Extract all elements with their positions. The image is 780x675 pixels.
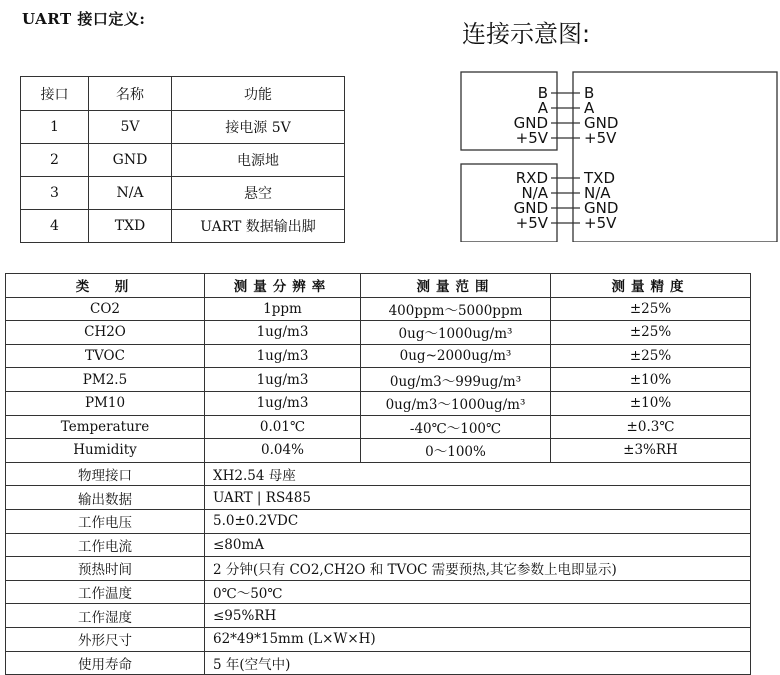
cell-category: PM2.5 [6, 368, 205, 392]
property-name: 物理接口 [6, 462, 205, 486]
pin-label: A [584, 99, 595, 117]
table-row [6, 391, 751, 415]
cell-range: -40℃～100℃ [361, 415, 551, 439]
table-row [6, 439, 751, 463]
cell-resolution: 1ppm [205, 297, 361, 321]
property-value: 62*49*15mm (L×W×H) [205, 627, 751, 651]
property-value: XH2.54 母座 [205, 462, 751, 486]
cell-accuracy: ±3%RH [551, 439, 751, 463]
property-value: 0℃～50℃ [205, 580, 751, 604]
col-header-resolution: 测量分辨率 [205, 274, 361, 298]
cell-function: UART 数据输出脚 [172, 210, 345, 243]
property-row [6, 486, 751, 510]
property-value: 2 分钟(只有 CO2,CH2O 和 TVOC 需要预热,其它参数上电即显示) [205, 557, 751, 581]
table-row [21, 210, 345, 243]
table-row [21, 144, 345, 177]
cell-resolution: 1ug/m3 [205, 321, 361, 345]
cell-resolution: 0.01℃ [205, 415, 361, 439]
spec-table-header [6, 274, 751, 298]
property-row [6, 533, 751, 557]
cell-name: 5V [89, 111, 172, 144]
cell-port: 3 [21, 177, 89, 210]
pin-label: B [584, 84, 595, 102]
pin-label: GND [584, 199, 619, 217]
property-row [6, 627, 751, 651]
property-value: ≤80mA [205, 533, 751, 557]
property-name: 工作电压 [6, 509, 205, 533]
table-row [6, 415, 751, 439]
cell-category: Temperature [6, 415, 205, 439]
cell-range: 0ug/m3～1000ug/m³ [361, 391, 551, 415]
property-row [6, 604, 751, 628]
cell-name: N/A [89, 177, 172, 210]
cell-category: Humidity [6, 439, 205, 463]
cell-port: 4 [21, 210, 89, 243]
cell-range: 0ug～1000ug/m³ [361, 321, 551, 345]
cell-range: 0ug/m3～999ug/m³ [361, 368, 551, 392]
cell-accuracy: ±25% [551, 321, 751, 345]
table-row [21, 177, 345, 210]
wiring-diagram [460, 70, 778, 242]
pin-label: A [537, 99, 548, 117]
interface-table [20, 76, 345, 243]
col-header-category: 类 别 [6, 274, 205, 298]
cell-resolution: 1ug/m3 [205, 391, 361, 415]
cell-range: 0～100% [361, 439, 551, 463]
cell-accuracy: ±25% [551, 344, 751, 368]
table-row [6, 368, 751, 392]
pin-label: GND [584, 114, 619, 132]
cell-accuracy: ±10% [551, 368, 751, 392]
col-header-function: 功能 [172, 77, 345, 111]
property-value: ≤95%RH [205, 604, 751, 628]
cell-accuracy: ±0.3℃ [551, 415, 751, 439]
cell-category: PM10 [6, 391, 205, 415]
cell-function: 电源地 [172, 144, 345, 177]
property-name: 工作温度 [6, 580, 205, 604]
connection-diagram-title: 连接示意图: [462, 20, 591, 48]
pin-label: TXD [584, 169, 615, 187]
pin-label: N/A [521, 184, 548, 202]
col-header-name: 名称 [89, 77, 172, 111]
pin-label: B [537, 84, 548, 102]
table-row [6, 321, 751, 345]
property-row [6, 509, 751, 533]
cell-category: CO2 [6, 297, 205, 321]
property-row [6, 651, 751, 675]
property-value: 5.0±0.2VDC [205, 509, 751, 533]
property-name: 预热时间 [6, 557, 205, 581]
cell-function: 悬空 [172, 177, 345, 210]
uart-interface-title: UART 接口定义: [22, 10, 146, 28]
cell-name: TXD [89, 210, 172, 243]
col-header-range: 测量范围 [361, 274, 551, 298]
cell-resolution: 1ug/m3 [205, 344, 361, 368]
pin-label: RXD [515, 169, 548, 187]
property-row [6, 557, 751, 581]
property-name: 工作湿度 [6, 604, 205, 628]
property-name: 输出数据 [6, 486, 205, 510]
pin-label: +5V [515, 129, 548, 147]
pin-label: GND [513, 114, 548, 132]
col-header-port: 接口 [21, 77, 89, 111]
cell-port: 2 [21, 144, 89, 177]
cell-function: 接电源 5V [172, 111, 345, 144]
property-row [6, 580, 751, 604]
property-name: 外形尺寸 [6, 627, 205, 651]
property-name: 工作电流 [6, 533, 205, 557]
pin-label: +5V [515, 214, 548, 232]
top-wires [551, 93, 580, 223]
cell-category: CH2O [6, 321, 205, 345]
cell-resolution: 1ug/m3 [205, 368, 361, 392]
cell-range: 0ug~2000ug/m³ [361, 344, 551, 368]
property-value: 5 年(空气中) [205, 651, 751, 675]
cell-accuracy: ±10% [551, 391, 751, 415]
cell-range: 400ppm～5000ppm [361, 297, 551, 321]
specification-table [5, 273, 751, 675]
table-row [6, 344, 751, 368]
cell-name: GND [89, 144, 172, 177]
pin-label: GND [513, 199, 548, 217]
pin-label: N/A [584, 184, 611, 202]
cell-resolution: 0.04% [205, 439, 361, 463]
cell-accuracy: ±25% [551, 297, 751, 321]
interface-table-header [21, 77, 345, 111]
col-header-accuracy: 测量精度 [551, 274, 751, 298]
property-name: 使用寿命 [6, 651, 205, 675]
table-row [21, 111, 345, 144]
cell-category: TVOC [6, 344, 205, 368]
pin-label: +5V [584, 214, 617, 232]
table-row [6, 297, 751, 321]
property-row [6, 462, 751, 486]
pin-label: +5V [584, 129, 617, 147]
cell-port: 1 [21, 111, 89, 144]
property-value: UART | RS485 [205, 486, 751, 510]
